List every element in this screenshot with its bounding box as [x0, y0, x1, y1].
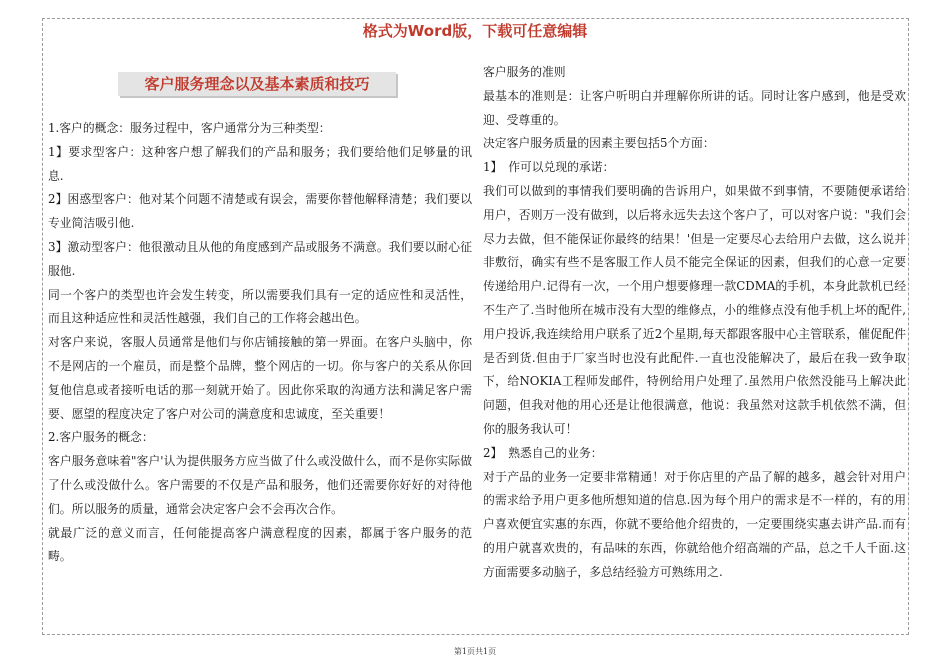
- right-column: [483, 61, 906, 585]
- section-heading: 2.客户服务的概念：: [48, 430, 154, 445]
- page-footer: 第1页共1页: [453, 647, 497, 656]
- paragraph: 我们可以做到的事情我们要明确的告诉用户，如果做不到事情，不要随便承诺给用户，否则万一没有做到，以后将永远失去这个客户了，可以对客户说："我们会尽力去做，但不能保证你最终的结果！'但是一定要尽心去给用户去做，这么说并非敷衍，确实有些不是客服工作人员不能完全保证的因素，但我们的心意一定要传递给用户.记得有一次，一个用户想要修理一款CDMA的手机，本身此款机已经不生产了.当时他所在城市没有大型的维修点，小的维修点没有他手机上坏的配件,用户投诉,我连续给用户联系了近2个星期,每天都跟客服中心主管联系，催促配件是否到货.但由于厂家当时也没有此配件.一直也没能解决了，最后在我一致争取下，给NOKIA工程师发邮件，特例给用户处理了.虽然用户依然没能马上解决此问题，但我对他的用心还是让他很满意，他说：我虽然对这款手机依然不满，但你的服务我认可！: [483, 183, 906, 436]
- paragraph: 同一个客户的类型也许会发生转变，所以需要我们具有一定的适应性和灵活性，而且这种适应性和灵活性越强，我们自己的工作将会越出色。: [48, 287, 472, 326]
- document-title: 客户服务理念以及基本素质和技巧: [118, 72, 396, 96]
- paragraph: 就最广泛的意义而言，任何能提高客户满意程度的因素，都属于客户服务的范畴。: [48, 525, 472, 564]
- paragraph: 1.客户的概念：服务过程中，客户通常分为三种类型：: [48, 121, 331, 135]
- format-banner: 格式为Word版，下载可任意编辑: [362, 22, 588, 40]
- list-item-heading: 1】 作可以兑现的承诺：: [483, 160, 615, 175]
- paragraph: 3】激动型客户：他很激动且从他的角度感到产品或服务不满意。我们要以耐心征服他.: [48, 239, 472, 278]
- paragraph: 决定客户服务质量的因素主要包括5个方面：: [483, 136, 715, 151]
- paragraph: 对于产品的业务一定要非常精通！对于你店里的产品了解的越多，越会针对用户的需求给予用户更多他所想知道的信息.因为每个用户的需求是不一样的，有的用户喜欢便宜实惠的东西，你就不要给他介绍贵的，一定要围绕实惠去讲产品.而有的用户就喜欢贵的，有品味的东西，你就给他介绍高端的产品，总之千人千面.这方面需要多动脑子，多总结经验方可熟练用之.: [483, 469, 906, 579]
- paragraph: 1】要求型客户：这种客户想了解我们的产品和服务；我们要给他们足够量的讯息.: [48, 144, 472, 183]
- paragraph: 对客户来说，客服人员通常是他们与你店铺接触的第一界面。在客户头脑中，你不是网店的一个雇员，而是整个品牌，整个网店的一切。你与客户的关系从你回复他信息或者接听电话的那一刻就开始了。因此你采取的沟通方法和满足客户需要、愿望的程度决定了客户对公司的满意度和忠诚度，至关重要！: [48, 335, 472, 421]
- paragraph: 客户服务意味着"客户'认为提供服务方应当做了什么或没做什么，而不是你实际做了什么或没做什么。客户需要的不仅是产品和服务，他们还需要你好好的对待他们。所以服务的质量，通常会决定客户会不会再次合作。: [48, 454, 472, 516]
- paragraph: 最基本的准则是：让客户听明白并理解你所讲的话。同时让客户感到，他是受欢迎、受尊重的。: [483, 88, 906, 127]
- paragraph: 2】困惑型客户：他对某个问题不清楚或有误会，需要你替他解释清楚；我们要以专业简洁吸引他.: [48, 192, 472, 231]
- section-heading: 客户服务的准则: [483, 65, 566, 79]
- left-column: [48, 117, 472, 569]
- list-item-heading: 2】 熟悉自己的业务：: [483, 445, 603, 460]
